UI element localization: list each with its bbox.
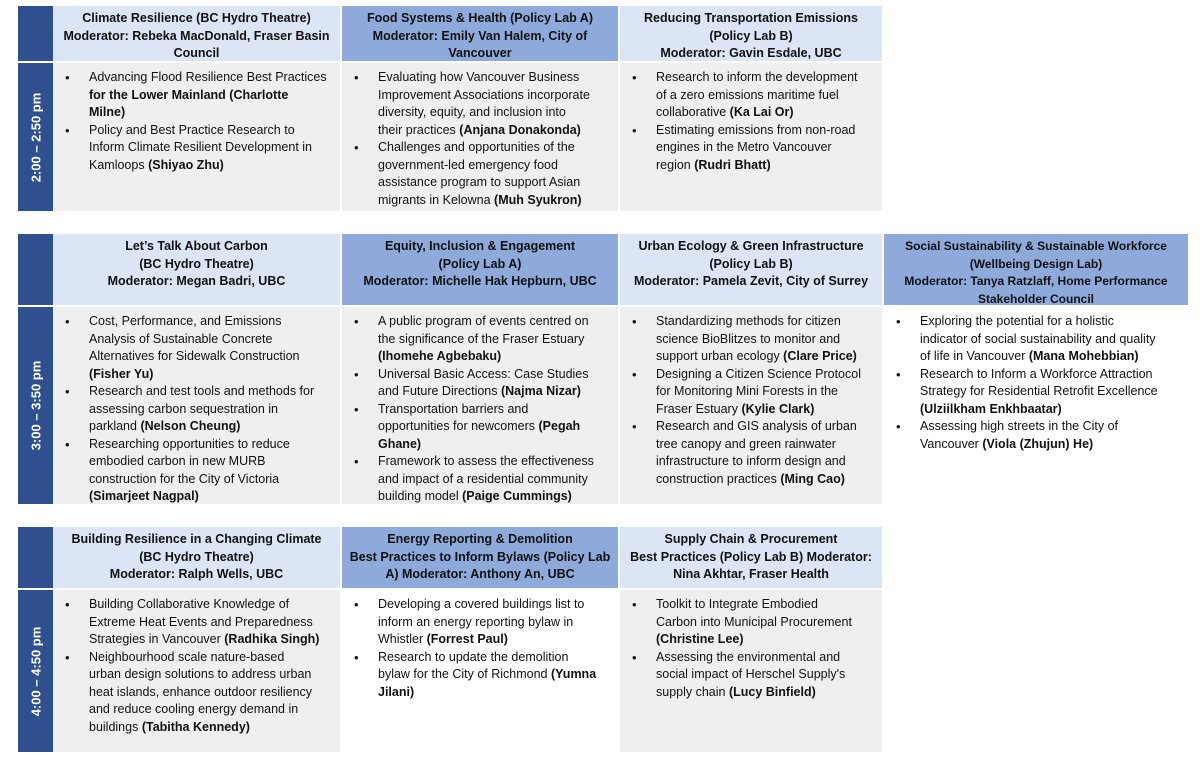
talk-item: • Advancing Flood Resilience Best Practices for the Lower Mainland (Charlotte Milne) (59, 69, 332, 122)
session-body (342, 61, 618, 211)
session-header: Equity, Inclusion & Engagement (Policy Lab A) Moderator: Michelle Hak Hepburn, UBC (342, 234, 618, 305)
session-body (53, 588, 340, 752)
session-body (53, 61, 340, 211)
session-header: Food Systems & Health (Policy Lab A) Moderator: Emily Van Halem, City of Vancouver (342, 6, 618, 61)
time-block-1 (18, 6, 884, 211)
talk-item: • Research and test tools and methods for assessing carbon sequestration in parkland (Nelson Cheung) (59, 383, 332, 436)
talk-list (626, 596, 874, 701)
talk-item: • Universal Basic Access: Case Studies and Future Directions (Najma Nizar) (348, 366, 610, 401)
talk-item: • Researching opportunities to reduce embodied carbon in new MURB construction for the City of Victoria (Simarjeet Nagpal) (59, 436, 332, 506)
session-title: Climate Resilience (BC Hydro Theatre) (82, 11, 311, 25)
time-label: 2:00 – 2:50 pm (28, 92, 44, 182)
time-block-3 (18, 527, 884, 752)
talk-item: • Designing a Citizen Science Protocol for Monitoring Mini Forests in the Fraser Estuary (Kylie Clark) (626, 366, 874, 419)
time-column-header (18, 234, 53, 305)
time-label: 4:00 – 4:50 pm (28, 626, 44, 716)
talk-list (59, 313, 332, 506)
session-moderator: Nina Akhtar, Fraser Health (673, 567, 829, 581)
talk-item: • Exploring the potential for a holistic indicator of social sustainability and quality of life in Vancouver (Mana Mohebbian) (890, 313, 1180, 366)
session-body (620, 61, 882, 211)
talk-item: • Cost, Performance, and Emissions Analysis of Sustainable Concrete Alternatives for Sidewalk Construction (Fisher Yu) (59, 313, 332, 383)
session-header: Building Resilience in a Changing Climate (BC Hydro Theatre) Moderator: Ralph Wells, UBC (53, 527, 340, 588)
talk-list (348, 69, 610, 209)
talk-item: • Standardizing methods for citizen science BioBlitzes to monitor and support urban ecology (Clare Price) (626, 313, 874, 366)
talk-item: • Framework to assess the effectiveness and impact of a residential community building model (Paige Cummings) (348, 453, 610, 506)
session-title: Supply Chain & Procurement (664, 532, 838, 546)
session-body (620, 588, 882, 752)
session-moderator: Moderator: Ralph Wells, UBC (109, 567, 284, 581)
time-block-2 (18, 234, 1188, 504)
talk-list (626, 313, 874, 488)
session-header: Supply Chain & Procurement Best Practices (Policy Lab B) Moderator: Nina Akhtar, Fraser Health (620, 527, 882, 588)
talk-list (626, 69, 874, 174)
session-header: Urban Ecology & Green Infrastructure (Policy Lab B) Moderator: Pamela Zevit, City of Surrey (620, 234, 882, 305)
session-title: Reducing Transportation Emissions (644, 11, 858, 25)
session-body (620, 305, 882, 504)
talk-item: • A public program of events centred on the significance of the Fraser Estuary (Ihomehe Agbebaku) (348, 313, 610, 366)
time-column-header (18, 6, 53, 61)
session-title: Let’s Talk About Carbon (125, 239, 268, 253)
talk-item: • Transportation barriers and opportunities for newcomers (Pegah Ghane) (348, 401, 610, 454)
session-moderator: Moderator: Pamela Zevit, City of Surrey (633, 274, 869, 288)
talk-item: • Research to Inform a Workforce Attraction Strategy for Residential Retrofit Excellence (Ulziilkham Enkhbaatar) (890, 366, 1180, 419)
talk-item: • Research and GIS analysis of urban tree canopy and green rainwater infrastructure to inform design and construction practices (Ming Cao) (626, 418, 874, 488)
session-moderator: A) Moderator: Anthony An, UBC (385, 567, 575, 581)
talk-item: • Developing a covered buildings list to inform an energy reporting bylaw in Whistler (Forrest Paul) (348, 596, 610, 649)
session-title: Urban Ecology & Green Infrastructure (638, 239, 864, 253)
session-moderator: Moderator: Tanya Ratzlaff, Home Performance (904, 274, 1168, 288)
session-moderator: Moderator: Rebeka MacDonald, Fraser Basin (63, 28, 330, 43)
session-header: Climate Resilience (BC Hydro Theatre) Moderator: Rebeka MacDonald, Fraser Basin Council (53, 6, 340, 61)
talk-list (59, 596, 332, 736)
session-title: Building Resilience in a Changing Climate (71, 532, 322, 546)
session-title: Social Sustainability & Sustainable Workforce (905, 239, 1167, 253)
session-header: Let’s Talk About Carbon (BC Hydro Theatre) Moderator: Megan Badri, UBC (53, 234, 340, 305)
session-title: Energy Reporting & Demolition (387, 532, 573, 546)
session-header: Energy Reporting & Demolition Best Practices to Inform Bylaws (Policy Lab A) Moderator: Anthony An, UBC (342, 527, 618, 588)
session-body (342, 588, 618, 752)
session-header: Reducing Transportation Emissions (Policy Lab B) Moderator: Gavin Esdale, UBC (620, 6, 882, 61)
talk-item: • Estimating emissions from non-road engines in the Metro Vancouver region (Rudri Bhatt) (626, 122, 874, 175)
session-body (884, 305, 1188, 504)
talk-list (890, 313, 1180, 453)
talk-item: • Evaluating how Vancouver Business Improvement Associations incorporate diversity, equity, and inclusion into their practices (Anjana Donakonda) (348, 69, 610, 139)
session-moderator: Moderator: Emily Van Halem, City of (372, 28, 588, 43)
session-moderator: Moderator: Gavin Esdale, UBC (660, 46, 842, 60)
talk-item: • Building Collaborative Knowledge of Extreme Heat Events and Preparedness Strategies in Vancouver (Radhika Singh) (59, 596, 332, 649)
session-title: Food Systems & Health (Policy Lab A) (367, 11, 593, 25)
talk-list (59, 69, 332, 174)
session-title: Equity, Inclusion & Engagement (384, 239, 576, 253)
time-column-header (18, 527, 53, 588)
talk-item: • Assessing high streets in the City of Vancouver (Viola (Zhujun) He) (890, 418, 1180, 453)
talk-item: • Challenges and opportunities of the government-led emergency food assistance program to support Asian migrants in Kelowna (Muh Syukron) (348, 139, 610, 209)
talk-list (348, 313, 610, 506)
talk-item: • Assessing the environmental and social impact of Herschel Supply's supply chain (Lucy Binfield) (626, 649, 874, 702)
talk-item: • Toolkit to Integrate Embodied Carbon into Municipal Procurement (Christine Lee) (626, 596, 874, 649)
talk-item: • Neighbourhood scale nature-based urban design solutions to address urban heat islands, enhance outdoor resiliency and reduce cooling energy demand in buildings (Tabitha Kennedy) (59, 649, 332, 737)
talk-item: • Research to update the demolition bylaw for the City of Richmond (Yumna Jilani) (348, 649, 610, 702)
session-body (342, 305, 618, 504)
session-moderator: Moderator: Michelle Hak Hepburn, UBC (363, 274, 597, 288)
session-header: Social Sustainability & Sustainable Workforce (Wellbeing Design Lab) Moderator: Tanya Ratzlaff, Home Performance Stakeholder Council (884, 234, 1188, 305)
time-label: 3:00 – 3:50 pm (28, 360, 44, 451)
session-body (53, 305, 340, 504)
talk-item: • Policy and Best Practice Research to Inform Climate Resilient Development in Kamloops (Shiyao Zhu) (59, 122, 332, 175)
session-moderator: Moderator: Megan Badri, UBC (107, 274, 286, 288)
talk-item: • Research to inform the development of a zero emissions maritime fuel collaborative (Ka Lai Or) (626, 69, 874, 122)
talk-list (348, 596, 610, 701)
